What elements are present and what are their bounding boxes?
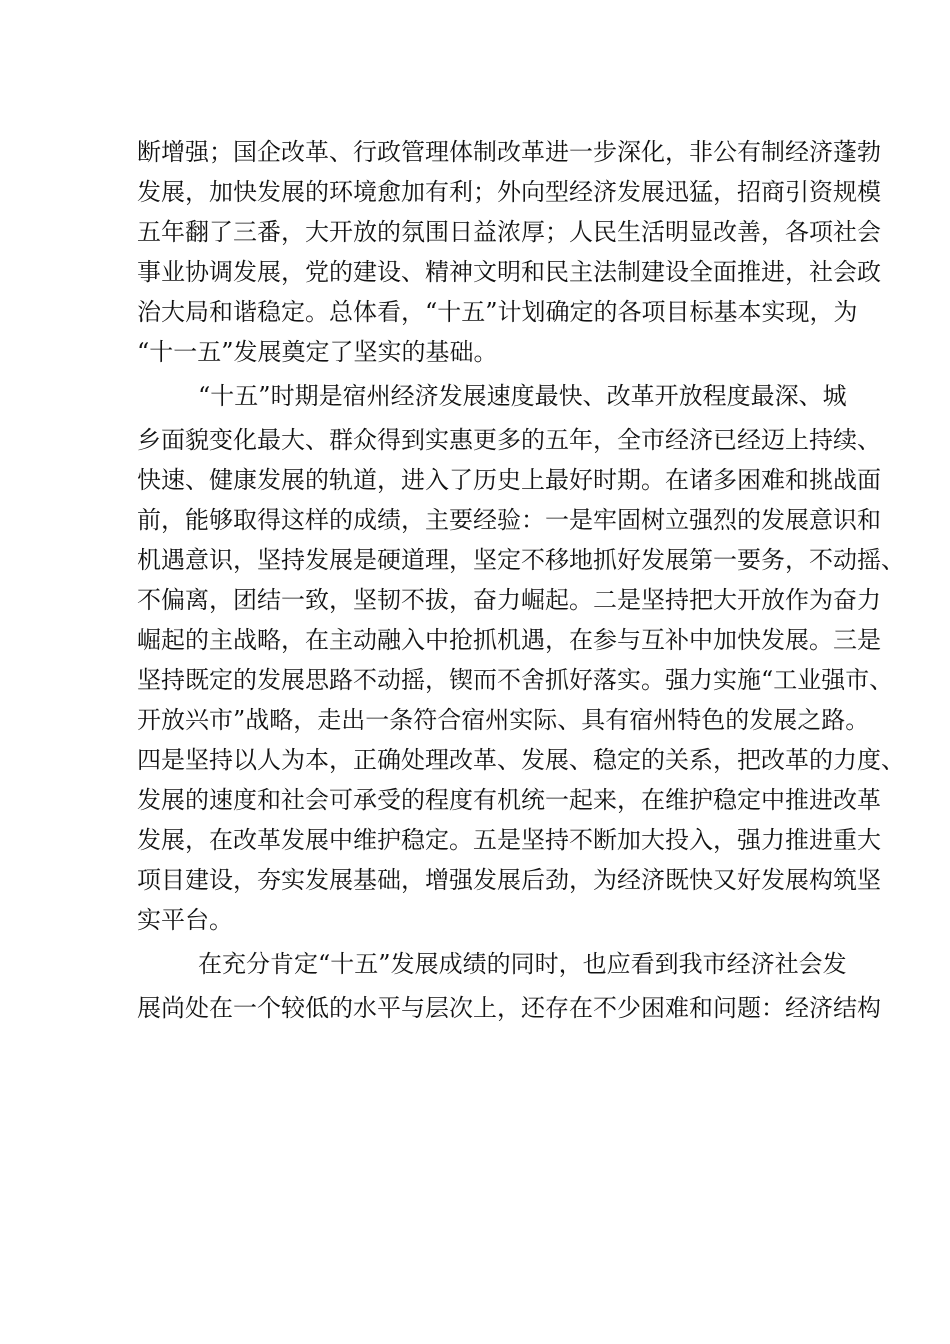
text-line: 五年翻了三番，大开放的氛围日益浓厚；人民生活明显改善，各项社会: [137, 218, 881, 246]
paragraph-first-line: 在充分肯定“十五”发展成绩的同时，也应看到我市经济社会发: [137, 950, 847, 978]
text-line: 发展的速度和社会可承受的程度有机统一起来，在维护稳定中推进改革: [137, 786, 881, 814]
text-line: 发展，加快发展的环境愈加有利；外向型经济发展迅猛，招商引资规模: [137, 178, 881, 206]
document-body: [137, 132, 905, 1028]
text-line: 机遇意识，坚持发展是硬道理，坚定不移地抓好发展第一要务，不动摇、: [137, 546, 905, 574]
text-line: 发展，在改革发展中维护稳定。五是坚持不断加大投入，强力推进重大: [137, 826, 881, 854]
text-line: 展尚处在一个较低的水平与层次上，还存在不少困难和问题：经济结构: [137, 994, 881, 1022]
text-line: 乡面貌变化最大、群众得到实惠更多的五年，全市经济已经迈上持续、: [137, 426, 881, 454]
text-line: “十一五”发展奠定了坚实的基础。: [137, 338, 498, 366]
paragraph-first-line: “十五”时期是宿州经济发展速度最快、改革开放程度最深、城: [137, 382, 847, 410]
text-line: 实平台。: [137, 906, 233, 934]
text-line: 坚持既定的发展思路不动摇，锲而不舍抓好落实。强力实施“工业强市、: [137, 666, 894, 694]
text-line: 崛起的主战略，在主动融入中抢抓机遇，在参与互补中加快发展。三是: [137, 626, 881, 654]
text-line: 开放兴市”战略，走出一条符合宿州实际、具有宿州特色的发展之路。: [137, 706, 870, 734]
text-line: 事业协调发展，党的建设、精神文明和民主法制建设全面推进，社会政: [137, 258, 881, 286]
text-line: 断增强；国企改革、行政管理体制改革进一步深化，非公有制经济蓬勃: [137, 138, 881, 166]
text-line: 快速、健康发展的轨道，进入了历史上最好时期。在诸多困难和挑战面: [137, 466, 881, 494]
text-line: 治大局和谐稳定。总体看，“十五”计划确定的各项目标基本实现，为: [137, 298, 858, 326]
text-line: 不偏离，团结一致，坚韧不拔，奋力崛起。二是坚持把大开放作为奋力: [137, 586, 881, 614]
text-line: 项目建设，夯实发展基础，增强发展后劲，为经济既快又好发展构筑坚: [137, 866, 881, 894]
text-line: 四是坚持以人为本，正确处理改革、发展、稳定的关系，把改革的力度、: [137, 746, 905, 774]
text-line: 前，能够取得这样的成绩，主要经验：一是牢固树立强烈的发展意识和: [137, 506, 881, 534]
